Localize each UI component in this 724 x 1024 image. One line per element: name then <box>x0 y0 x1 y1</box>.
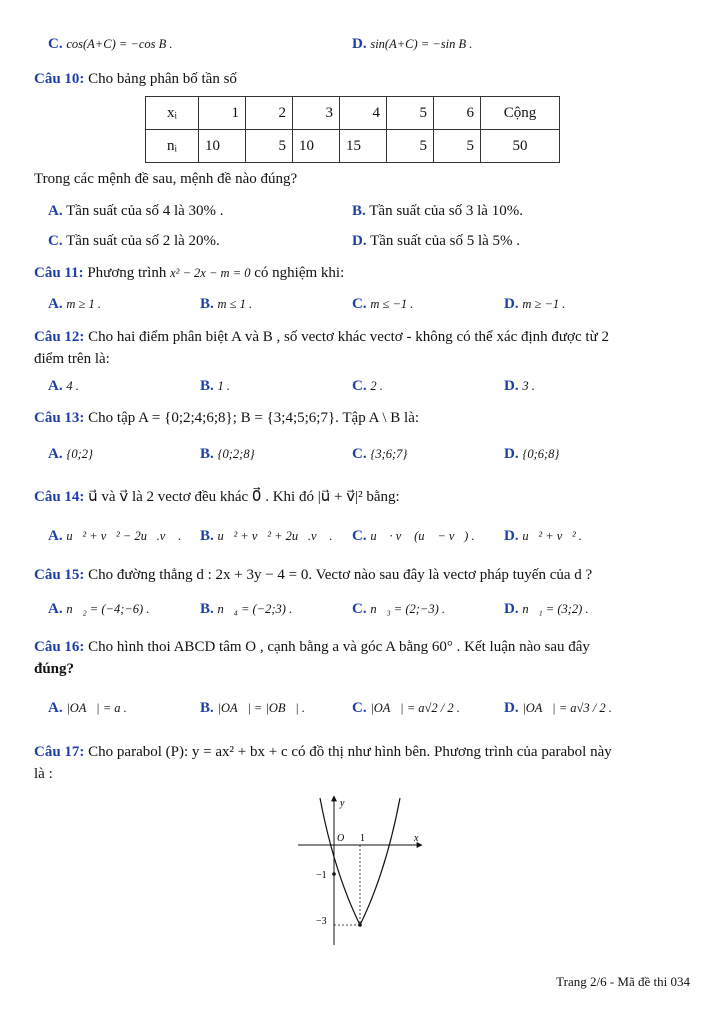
question-text: Cho đường thẳng d : 2x + 3y − 4 = 0. Vectơ nào sau đây là vectơ pháp tuyến của d ? <box>88 567 593 583</box>
option-label: B. <box>200 378 214 394</box>
question-text-line2: đúng? <box>34 661 75 677</box>
question-label: Câu 13: <box>34 410 85 426</box>
option-label: B. <box>200 601 214 617</box>
option-text: m ≤ −1 . <box>370 297 414 311</box>
question-text: Cho bảng phân bố tần số <box>88 71 237 87</box>
option-text: Tần suất của số 5 là 5% . <box>370 233 521 249</box>
q10-option-c <box>48 233 220 250</box>
question-17 <box>34 741 690 785</box>
question-13 <box>34 410 724 427</box>
question-label: Câu 16: <box>34 639 85 655</box>
option-text: Tần suất của số 2 là 20%. <box>66 233 220 249</box>
option-text: Tần suất của số 3 là 10%. <box>369 203 523 219</box>
option-label: B. <box>200 528 214 544</box>
option-label: D. <box>504 601 519 617</box>
q12-option-a <box>48 378 79 395</box>
question-text-line2: điểm trên là: <box>34 351 110 367</box>
option-label: B. <box>200 446 214 462</box>
q13-option-a <box>48 446 93 463</box>
q9-option-c <box>48 36 173 53</box>
option-text: |OA⃗| = a . <box>66 701 127 715</box>
question-text: Cho hình thoi ABCD tâm O , cạnh bằng a và góc A bằng 60° . Kết luận nào sau đây <box>88 639 590 655</box>
table-cell: 2 <box>246 97 293 130</box>
q12-option-b <box>200 378 230 395</box>
q13-option-d <box>504 446 559 463</box>
question-text: u⃗ và v⃗ là 2 vectơ đều khác 0⃗ . Khi đó |u⃗ + v⃗|² bằng: <box>88 489 400 505</box>
option-text: m ≥ −1 . <box>522 297 566 311</box>
question-11 <box>34 265 724 282</box>
q10-option-d <box>352 233 520 250</box>
question-text: Cho hai điểm phân biệt A và B , số vectơ khác vectơ - không có thể xác định được từ 2 <box>88 329 609 345</box>
q16-option-a <box>48 700 127 717</box>
option-label: D. <box>504 378 519 394</box>
question-10 <box>34 71 724 88</box>
q11-option-d <box>504 296 565 313</box>
option-label: A. <box>48 446 63 462</box>
option-label: D. <box>504 700 519 716</box>
option-label: B. <box>200 700 214 716</box>
question-label: Câu 12: <box>34 329 85 345</box>
option-text: |OA⃗| = a√2 / 2 . <box>370 701 460 715</box>
table-cell: nᵢ <box>146 130 199 163</box>
option-label: D. <box>352 36 367 52</box>
page-footer: Trang 2/6 - Mã đề thi 034 <box>556 974 690 989</box>
q16-option-b <box>200 700 305 717</box>
option-label: A. <box>48 378 63 394</box>
option-label: C. <box>48 233 63 249</box>
option-text: {3;6;7} <box>370 447 408 461</box>
q15-option-c <box>352 601 445 618</box>
q13-option-b <box>200 446 255 463</box>
q16-option-d <box>504 700 612 717</box>
table-cell: 5 <box>387 97 434 130</box>
q16-option-c <box>352 700 460 717</box>
tick-y-minus3: −3 <box>316 916 327 927</box>
table-cell: 15 <box>340 130 387 163</box>
q14-option-d <box>504 528 582 545</box>
option-label: D. <box>352 233 367 249</box>
question-10-prompt: Trong các mệnh đề sau, mệnh đề nào đúng? <box>34 171 298 187</box>
option-label: D. <box>504 296 519 312</box>
option-label: C. <box>352 378 367 394</box>
tick-x-1: 1 <box>360 833 365 844</box>
question-label: Câu 10: <box>34 71 85 87</box>
question-15 <box>34 567 724 584</box>
origin-label: O <box>337 833 345 844</box>
option-text: |OA⃗| = |OB⃗| . <box>217 701 305 715</box>
table-cell: 1 <box>199 97 246 130</box>
q10-option-b <box>352 203 523 220</box>
q12-option-c <box>352 378 383 395</box>
option-text: cos(A+C) = −cos B . <box>66 37 173 51</box>
q11-option-c <box>352 296 413 313</box>
option-text: n⃗₄ = (−2;3) . <box>217 602 293 616</box>
table-cell: 6 <box>434 97 481 130</box>
question-label: Câu 11: <box>34 265 84 281</box>
option-label: C. <box>48 36 63 52</box>
option-text: {0;2;8} <box>217 447 255 461</box>
x-axis-label: x <box>414 833 419 844</box>
option-label: A. <box>48 203 63 219</box>
table-row <box>146 97 560 130</box>
option-label: A. <box>48 700 63 716</box>
option-text: 1 . <box>217 379 231 393</box>
question-label: Câu 14: <box>34 489 85 505</box>
option-text: u⃗² + v⃗² + 2u⃗.v⃗ . <box>217 529 333 543</box>
option-label: C. <box>352 601 367 617</box>
table-cell: 10 <box>199 130 246 163</box>
y-axis-label: y <box>340 798 345 809</box>
option-text: u⃗² + v⃗² − 2u⃗.v⃗ . <box>66 529 182 543</box>
q11-option-b <box>200 296 252 313</box>
q15-option-b <box>200 601 292 618</box>
question-text-end: có nghiệm khi: <box>254 265 345 281</box>
option-text: 2 . <box>370 379 383 393</box>
option-label: C. <box>352 700 367 716</box>
question-text: Cho tập A = {0;2;4;6;8}; B = {3;4;5;6;7}. Tập A \ B là: <box>88 410 420 426</box>
option-text: |OA⃗| = a√3 / 2 . <box>522 701 612 715</box>
point-vertex <box>358 923 362 927</box>
question-14 <box>34 487 724 506</box>
option-text: 3 . <box>522 379 535 393</box>
q14-option-c <box>352 528 475 545</box>
question-label: Câu 15: <box>34 567 85 583</box>
tick-y-minus1: −1 <box>316 870 327 881</box>
table-cell: 10 <box>293 130 340 163</box>
table-row <box>146 130 560 163</box>
q14-option-a <box>48 528 181 545</box>
option-text: m ≤ 1 . <box>217 297 253 311</box>
frequency-table <box>145 96 560 163</box>
option-text: n⃗₁ = (3;2) . <box>522 602 589 616</box>
table-cell: 50 <box>481 130 560 163</box>
option-label: C. <box>352 528 367 544</box>
question-12 <box>34 326 690 370</box>
option-label: D. <box>504 528 519 544</box>
option-label: A. <box>48 601 63 617</box>
option-label: C. <box>352 296 367 312</box>
option-label: D. <box>504 446 519 462</box>
parabola-graph <box>290 790 430 950</box>
option-text: {0;2} <box>66 447 94 461</box>
table-cell: 5 <box>434 130 481 163</box>
option-text: {0;6;8} <box>522 447 560 461</box>
question-label: Câu 17: <box>34 744 85 760</box>
question-text-line2: là : <box>34 766 53 782</box>
table-cell: 4 <box>340 97 387 130</box>
option-label: A. <box>48 528 63 544</box>
q9-option-d <box>352 36 472 53</box>
option-text: sin(A+C) = −sin B . <box>370 37 473 51</box>
option-text: u⃗² + v⃗² . <box>522 529 583 543</box>
option-label: C. <box>352 446 367 462</box>
question-text: Phương trình <box>87 265 167 281</box>
q15-option-d <box>504 601 589 618</box>
option-text: n⃗₂ = (−4;−6) . <box>66 602 150 616</box>
q15-option-a <box>48 601 149 618</box>
option-text: u⃗ · v⃗ (u⃗ − v⃗) . <box>370 529 475 543</box>
option-text: 4 . <box>66 379 79 393</box>
question-16 <box>34 636 690 680</box>
option-label: A. <box>48 296 63 312</box>
q14-option-b <box>200 528 333 545</box>
table-cell: xᵢ <box>146 97 199 130</box>
option-text: n⃗₃ = (2;−3) . <box>370 602 446 616</box>
table-cell: 5 <box>387 130 434 163</box>
table-cell: 3 <box>293 97 340 130</box>
option-text: Tần suất của số 4 là 30% . <box>66 203 224 219</box>
q11-option-a <box>48 296 101 313</box>
point-y-intercept <box>332 872 336 876</box>
equation: x² − 2x − m = 0 <box>170 266 251 280</box>
q12-option-d <box>504 378 535 395</box>
option-label: B. <box>352 203 366 219</box>
q10-option-a <box>48 203 224 220</box>
q13-option-c <box>352 446 407 463</box>
table-cell: Cộng <box>481 97 560 130</box>
table-cell: 5 <box>246 130 293 163</box>
question-text: Cho parabol (P): y = ax² + bx + c có đồ thị như hình bên. Phương trình của parabol này <box>88 744 612 760</box>
option-label: B. <box>200 296 214 312</box>
option-text: m ≥ 1 . <box>66 297 101 311</box>
